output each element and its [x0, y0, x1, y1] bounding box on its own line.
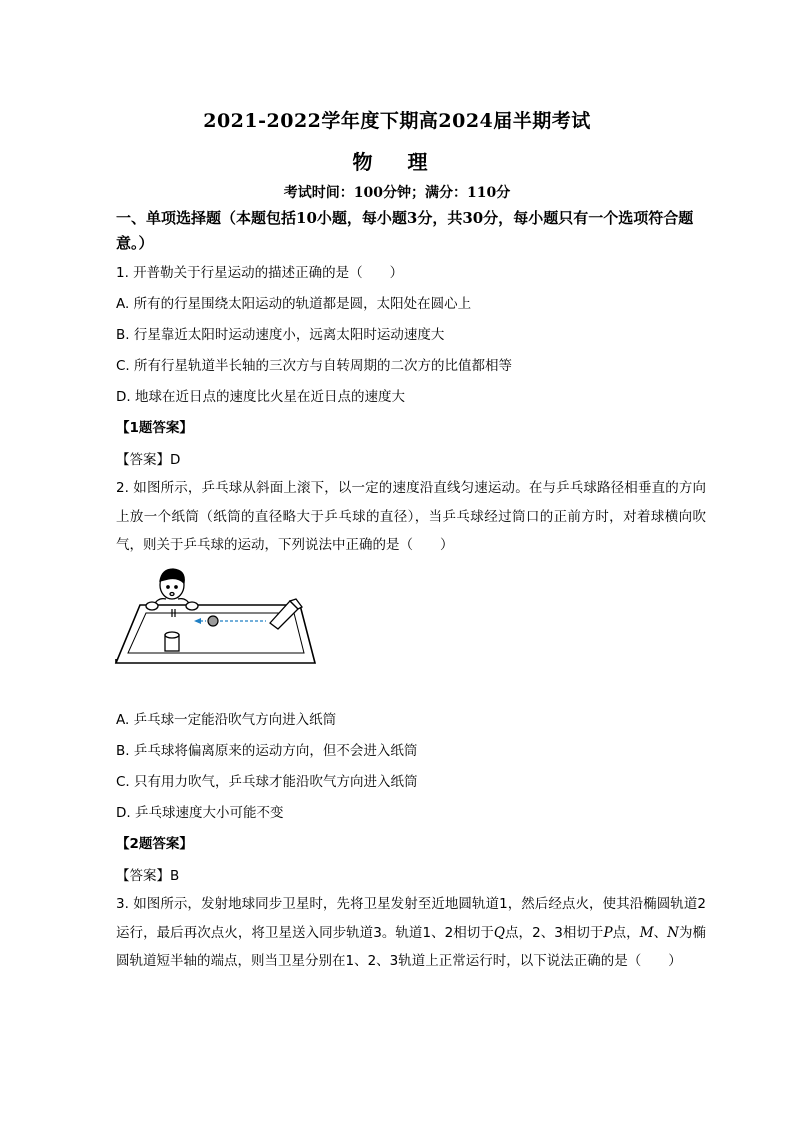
exam-info: 考试时间：100分钟；满分：110分 [283, 185, 511, 201]
subject-title: 物 理 [352, 150, 442, 174]
q3-stem-part4: 为椭圆轨道短半轴的端点，则当卫星分别在1、2、3轨道上正常运行时，以下说法正确的是（ ） [116, 924, 706, 969]
motion-arrow [194, 618, 266, 624]
paper-tube [165, 632, 179, 651]
ping-pong-figure [110, 565, 320, 670]
q2-answer-header: 【2题答案】 [116, 836, 193, 852]
q3-stem-part1: 3. 如图所示，发射地球同步卫星时，先将卫星发射至近地圆轨道1，然后经点火，使其沿椭圆轨道2运行，最后再次点火，将卫星送入同步轨道3。轨道1、2相切于 [116, 896, 706, 941]
q2-answer: 【答案】B [116, 868, 180, 884]
q2-stem: 2. 如图所示，乒乓球从斜面上滚下，以一定的速度沿直线匀速运动。在与乒乓球路径相垂直的方向上放一个纸筒（纸筒的直径略大于乒乓球的直径），当乒乓球经过筒口的正前方时，对着球横向吹气，则关于乒乓球的运动，下列说法中正确的是（ ） [116, 480, 706, 553]
q3-separator: 、 [653, 924, 668, 941]
q3-stem [116, 890, 706, 976]
q3-stem-part3: 点， [612, 924, 640, 941]
section-heading: 一、单项选择题（本题包括10小题，每小题3分，共30分，每小题只有一个选项符合题意。） [116, 209, 694, 252]
q3-point-m: M [639, 924, 654, 941]
q2-option-a: A. 乒乓球一定能沿吹气方向进入纸筒 [116, 712, 337, 728]
q1-option-a: A. 所有的行星围绕太阳运动的轨道都是圆，太阳处在圆心上 [116, 296, 472, 312]
exam-title: 2021-2022学年度下期高2024届半期考试 [203, 110, 591, 132]
q1-answer: 【答案】D [116, 452, 181, 468]
q2-option-c: C. 只有用力吹气，乒乓球才能沿吹气方向进入纸筒 [116, 774, 418, 790]
q1-option-c: C. 所有行星轨道半长轴的三次方与自转周期的二次方的比值都相等 [116, 358, 513, 374]
q3-point-q: Q [493, 924, 505, 941]
q1-option-b: B. 行星靠近太阳时运动速度小，远离太阳时运动速度大 [116, 327, 445, 343]
q2-option-b: B. 乒乓球将偏离原来的运动方向，但不会进入纸筒 [116, 743, 418, 759]
q3-point-n: N [667, 924, 679, 941]
q3-point-p: P [603, 924, 613, 941]
q1-stem: 1. 开普勒关于行星运动的描述正确的是（ ） [116, 265, 404, 281]
q1-option-d: D. 地球在近日点的速度比火星在近日点的速度大 [116, 389, 405, 405]
q2-option-d: D. 乒乓球速度大小可能不变 [116, 805, 284, 821]
q3-stem-part2: 点，2、3相切于 [504, 924, 604, 941]
q1-answer-header: 【1题答案】 [116, 420, 193, 436]
boy-figure [146, 569, 198, 610]
ping-pong-ball [208, 616, 218, 626]
